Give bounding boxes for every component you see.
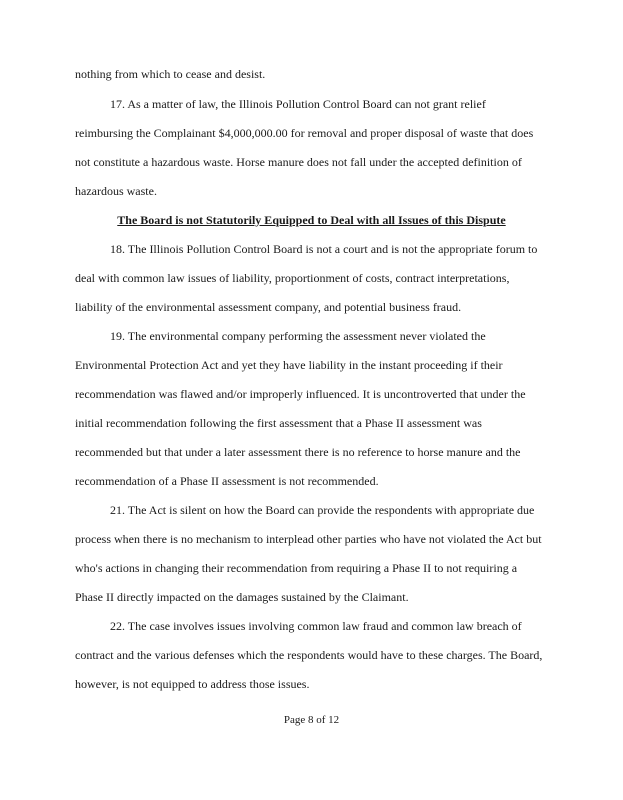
text-line: 19. The environmental company performing the assessment never violated the: [110, 329, 486, 343]
text-line: contract and the various defenses which the respondents would have to these charges. The Board,: [75, 648, 543, 662]
text-line: initial recommendation following the first assessment that a Phase II assessment was: [75, 416, 482, 430]
text-line: Phase II directly impacted on the damages sustained by the Claimant.: [75, 590, 409, 604]
page-number: Page 8 of 12: [283, 714, 340, 726]
text-line: Environmental Protection Act and yet they have liability in the instant proceeding if their: [75, 358, 503, 372]
text-line: hazardous waste.: [75, 184, 157, 198]
text-line: 21. The Act is silent on how the Board can provide the respondents with appropriate due: [110, 503, 535, 517]
text-line: nothing from which to cease and desist.: [75, 67, 266, 81]
text-line: recommended but that under a later assessment there is no reference to horse manure and the: [75, 445, 521, 459]
text-line: reimbursing the Complainant $4,000,000.00 for removal and proper disposal of waste that does: [75, 126, 534, 140]
text-line: 17. As a matter of law, the Illinois Pollution Control Board can not grant relief: [110, 97, 486, 111]
text-line: 18. The Illinois Pollution Control Board is not a court and is not the appropriate forum to: [110, 242, 538, 256]
section-heading: The Board is not Statutorily Equipped to Deal with all Issues of this Dispute: [117, 213, 506, 227]
text-line: 22. The case involves issues involving common law fraud and common law breach of: [110, 619, 522, 633]
text-line: process when there is no mechanism to interplead other parties who have not violated the Act but: [75, 532, 542, 546]
text-line: deal with common law issues of liability, proportionment of costs, contract interpretations,: [75, 271, 510, 285]
text-line: liability of the environmental assessment company, and potential business fraud.: [75, 300, 462, 314]
text-line: however, is not equipped to address those issues.: [75, 677, 310, 691]
text-line: recommendation was flawed and/or improperly influenced. It is uncontroverted that under the: [75, 387, 526, 401]
text-line: recommendation of a Phase II assessment is not recommended.: [75, 474, 379, 488]
text-line: who's actions in changing their recommendation from requiring a Phase II to not requiring a: [75, 561, 518, 575]
text-line: not constitute a hazardous waste. Horse manure does not fall under the accepted definition of: [75, 155, 522, 169]
